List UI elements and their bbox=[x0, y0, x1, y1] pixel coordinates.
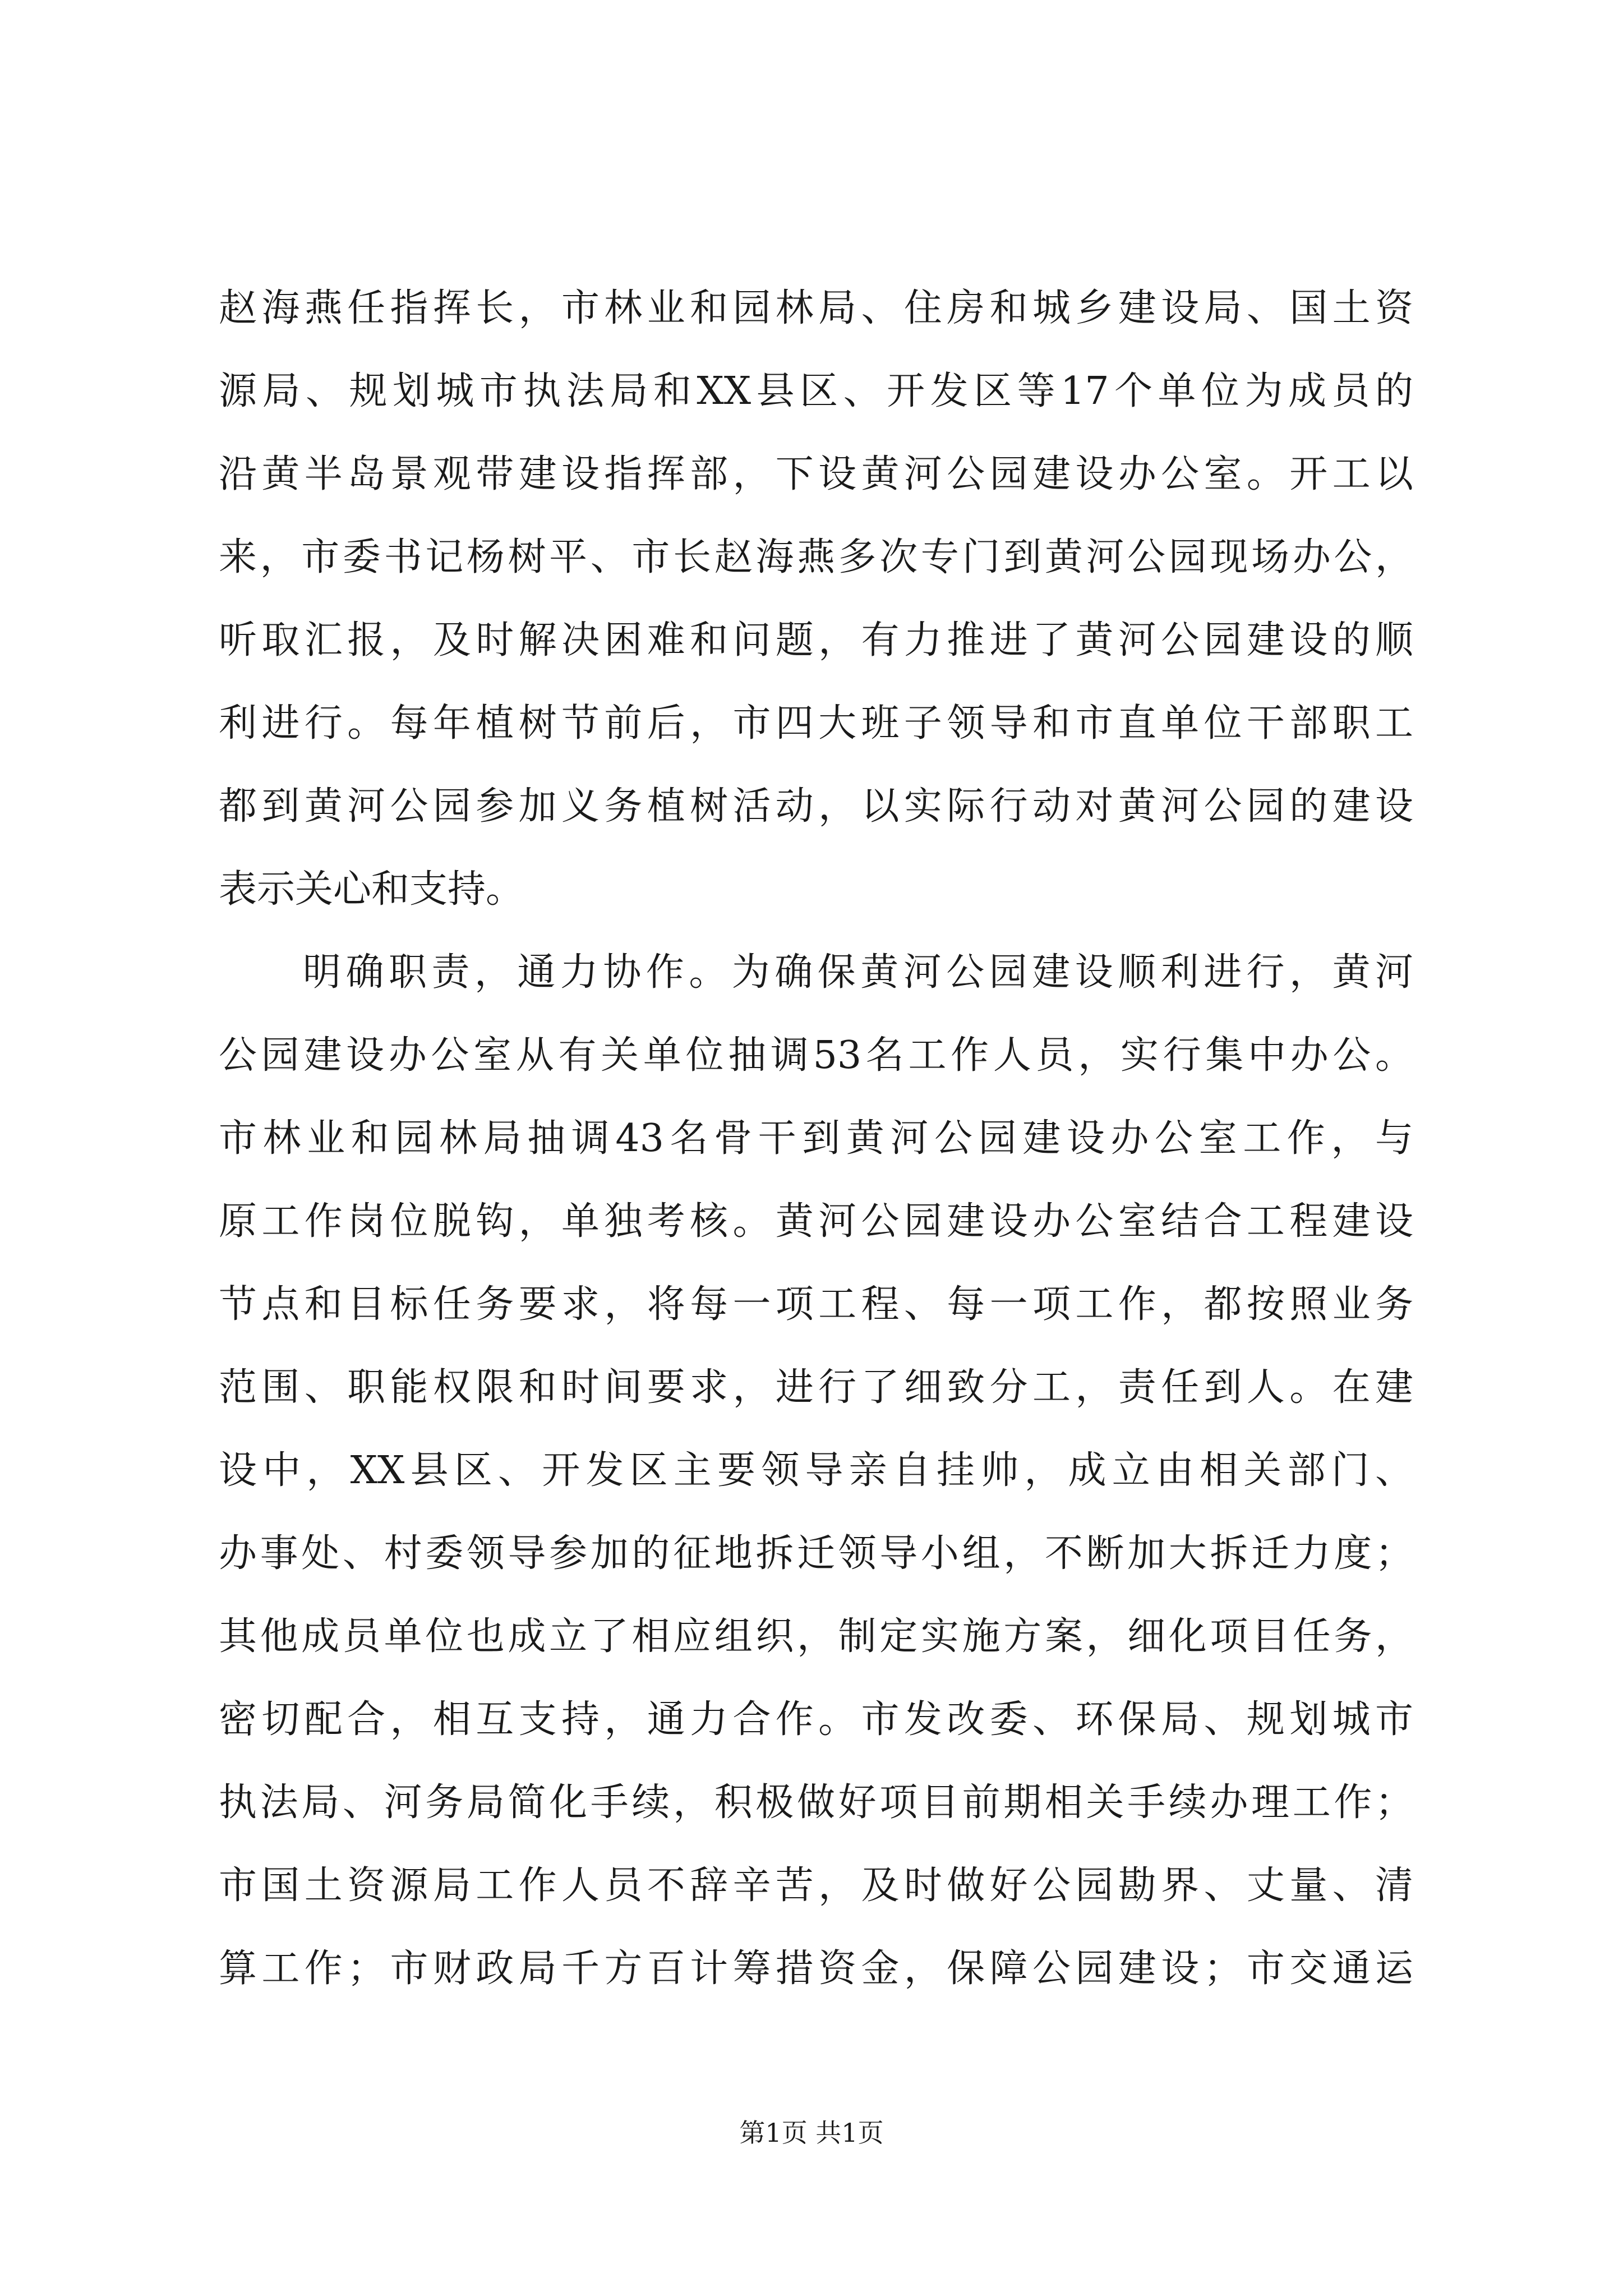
paragraph-line: 表示关心和支持。 bbox=[219, 867, 524, 912]
paragraph-line: 节点和目标任务要求，将每一项工程、每一项工作，都按照业务 bbox=[219, 1282, 1413, 1327]
paragraph-line: 范围、职能权限和时间要求，进行了细致分工，责任到人。在建 bbox=[219, 1365, 1413, 1410]
paragraph-line: 原工作岗位脱钩，单独考核。黄河公园建设办公室结合工程建设 bbox=[219, 1199, 1413, 1244]
paragraph-line: 利进行。每年植树节前后，市四大班子领导和市直单位干部职工 bbox=[219, 701, 1413, 746]
paragraph-line: 源局、规划城市执法局和XX县区、开发区等17个单位为成员的 bbox=[219, 369, 1413, 413]
paragraph-line: 算工作；市财政局千方百计筹措资金，保障公园建设；市交通运 bbox=[219, 1947, 1413, 1991]
paragraph-line: 听取汇报，及时解决困难和问题，有力推进了黄河公园建设的顺 bbox=[219, 618, 1413, 662]
paragraph-line: 市林业和园林局抽调43名骨干到黄河公园建设办公室工作，与 bbox=[219, 1116, 1413, 1161]
paragraph-line: 来，市委书记杨树平、市长赵海燕多次专门到黄河公园现场办公， bbox=[219, 535, 1413, 579]
paragraph-line: 密切配合，相互支持，通力合作。市发改委、环保局、规划城市 bbox=[219, 1697, 1413, 1742]
paragraph-line: 市国土资源局工作人员不辞辛苦，及时做好公园勘界、丈量、清 bbox=[219, 1864, 1413, 1908]
paragraph-line: 其他成员单位也成立了相应组织，制定实施方案，细化项目任务， bbox=[219, 1614, 1413, 1659]
paragraph-line: 明确职责，通力协作。为确保黄河公园建设顺利进行，黄河 bbox=[303, 950, 1413, 995]
paragraph-line: 设中，XX县区、开发区主要领导亲自挂帅，成立由相关部门、 bbox=[219, 1448, 1413, 1493]
paragraph-line: 都到黄河公园参加义务植树活动，以实际行动对黄河公园的建设 bbox=[219, 784, 1413, 829]
page-footer: 第1页 共1页 bbox=[739, 2118, 884, 2148]
paragraph-line: 办事处、村委领导参加的征地拆迁领导小组，不断加大拆迁力度； bbox=[219, 1531, 1413, 1576]
paragraph-line: 赵海燕任指挥长，市林业和园林局、住房和城乡建设局、国土资 bbox=[219, 286, 1413, 330]
paragraph-line: 沿黄半岛景观带建设指挥部，下设黄河公园建设办公室。开工以 bbox=[219, 452, 1413, 496]
paragraph-line: 执法局、河务局简化手续，积极做好项目前期相关手续办理工作； bbox=[219, 1780, 1413, 1825]
paragraph-line: 公园建设办公室从有关单位抽调53名工作人员，实行集中办公。 bbox=[219, 1033, 1413, 1078]
